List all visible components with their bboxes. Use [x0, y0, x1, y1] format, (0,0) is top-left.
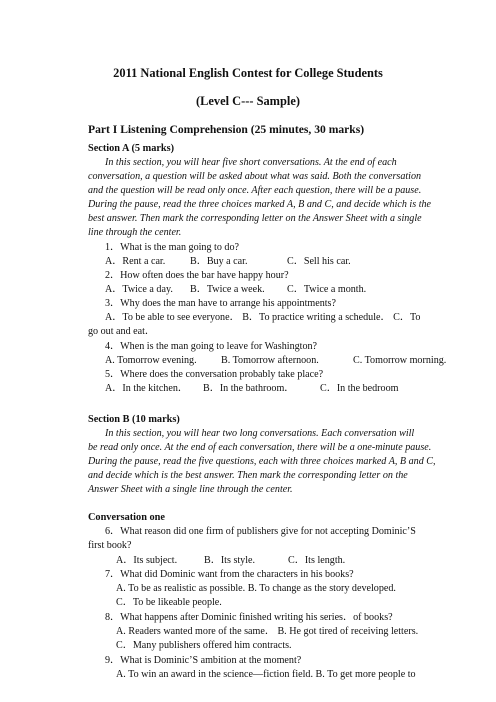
question-4: 4．When is the man going to leave for Washington? [105, 341, 318, 352]
question-8-options: A. Readers wanted more of the same． B. He got tired of receiving letters. [116, 626, 419, 637]
question-8-options-cont: C．Many publishers offered him contracts. [116, 640, 292, 651]
option-a: A．In the kitchen． [105, 383, 188, 394]
option-c: C．Twice a month. [287, 284, 367, 295]
document-subtitle: (Level C--- Sample) [196, 94, 300, 108]
section-a-instruction-line: conversation, a question will be asked about what was said. Both the conversation [88, 171, 422, 182]
question-7-options: A. To be as realistic as possible. B. To change as the story developed. [116, 583, 396, 594]
option-a: A. Tomorrow evening. [105, 355, 197, 366]
option-b: B．Its style. [204, 555, 256, 566]
section-b-instruction-line: be read only once. At the end of each conversation, there will be a one-minute pause. [88, 442, 432, 453]
section-a-heading: Section A (5 marks) [88, 143, 175, 154]
option-a: A．Rent a car. [105, 256, 166, 267]
question-3-options: A．To be able to see everyone． B．To practice writing a schedule． C．To [105, 312, 421, 323]
option-c: C. Tomorrow morning. [353, 355, 447, 366]
section-b-instruction-line: and decide which is the best answer. Then mark the corresponding letter on the [88, 470, 408, 481]
question-8: 8．What happens after Dominic finished writing his series．of books? [105, 612, 393, 623]
section-b-heading: Section B (10 marks) [88, 414, 180, 425]
option-b: B．In the bathroom． [203, 383, 295, 394]
conversation-heading: Conversation one [88, 512, 165, 523]
question-5-options [105, 382, 485, 395]
question-6: 6．What reason did one firm of publishers give for not accepting Dominic’S [105, 526, 416, 537]
option-a: A．Twice a day. [105, 284, 173, 295]
option-a: A．Its subject. [116, 555, 178, 566]
question-5: 5．Where does the conversation probably take place? [105, 369, 324, 380]
option-c: C．Its length. [288, 555, 346, 566]
section-b-instruction-line: Answer Sheet with a single line through the center. [88, 484, 293, 495]
section-a-instruction-line: line through the center. [88, 227, 182, 238]
option-c: C．In the bedroom [320, 383, 399, 394]
section-a-instruction-line: best answer. Then mark the corresponding letter on the Answer Sheet with a single [88, 213, 422, 224]
question-1: 1．What is the man going to do? [105, 242, 239, 253]
question-3-options-cont: go out and eat． [88, 326, 155, 337]
question-6-cont: first book? [88, 540, 132, 551]
question-9: 9．What is Dominic’S ambition at the moment? [105, 655, 302, 666]
section-b-instruction-line: During the pause, read the five questions, each with three choices marked A, B and C, [88, 456, 436, 467]
question-3: 3．Why does the man have to arrange his appointments? [105, 298, 336, 309]
question-6-options [116, 554, 476, 567]
option-b: B．Buy a car. [190, 256, 248, 267]
section-a-instruction-line: In this section, you will hear five short conversations. At the end of each [105, 157, 397, 168]
section-b-instruction-line: In this section, you will hear two long conversations. Each conversation will [105, 428, 415, 439]
question-1-options [105, 255, 485, 268]
section-a-instruction-line: and the question will be read only once. After each question, there will be a pause. [88, 185, 422, 196]
question-7: 7．What did Dominic want from the characters in his books? [105, 569, 354, 580]
option-b: B. Tomorrow afternoon. [221, 355, 319, 366]
option-c: C．Sell his car. [287, 256, 351, 267]
question-2: 2．How often does the bar have happy hour? [105, 270, 289, 281]
question-7-options-cont: C．To be likeable people. [116, 597, 222, 608]
part-heading: Part I Listening Comprehension (25 minutes, 30 marks) [88, 123, 365, 136]
question-9-options: A. To win an award in the science—fiction field. B. To get more people to [116, 669, 416, 680]
document-title: 2011 National English Contest for College Students [113, 66, 383, 80]
question-4-options [105, 354, 485, 367]
section-a-instruction-line: During the pause, read the three choices marked A, B and C, and decide which is the [88, 199, 432, 210]
option-b: B．Twice a week. [190, 284, 265, 295]
question-2-options [105, 283, 485, 296]
